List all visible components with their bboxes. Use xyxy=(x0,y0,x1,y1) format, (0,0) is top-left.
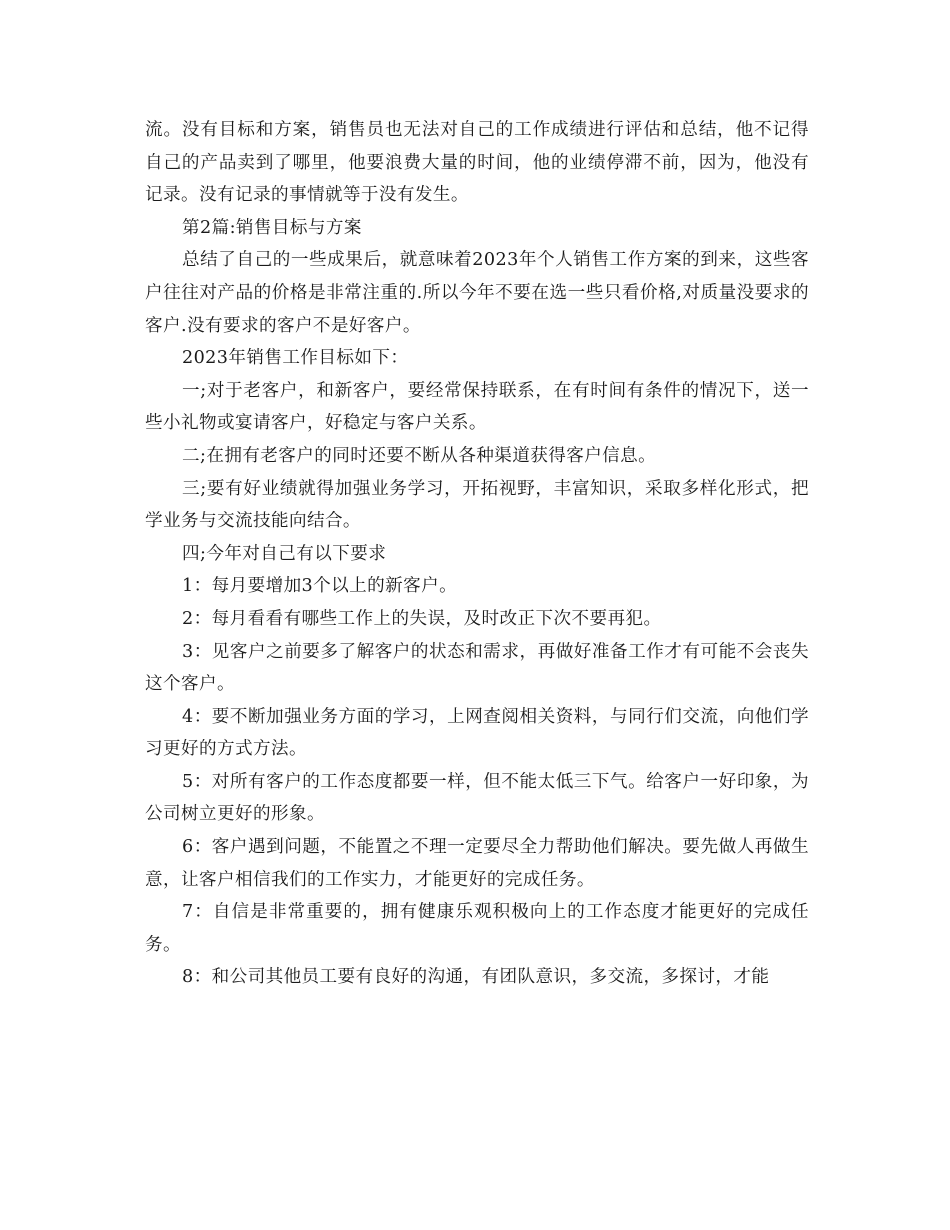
paragraph: 2023年销售工作目标如下： xyxy=(182,348,409,369)
list-item: 4：要不断加强业务方面的学习，上网查阅相关资料，与同行们交流，向他们学习更好的方式方法。 xyxy=(145,706,809,760)
section-heading: 第2篇:销售目标与方案 xyxy=(182,217,362,238)
paragraph-continuation: 流。没有目标和方案，销售员也无法对自己的工作成绩进行评估和总结，他不记得自己的产品卖到了哪里，他要浪费大量的时间，他的业绩停滞不前，因为，他没有记录。没有记录的事情就等于没有发生。 xyxy=(145,120,809,206)
list-item: 三;要有好业绩就得加强业务学习，开拓视野，丰富知识，采取多样化形式，把学业务与交流技能向结合。 xyxy=(145,478,809,532)
list-item: 四;今年对自己有以下要求 xyxy=(182,543,387,564)
list-item: 一;对于老客户，和新客户，要经常保持联系，在有时间有条件的情况下，送一些小礼物或宴请客户，好稳定与客户关系。 xyxy=(145,380,809,434)
list-item: 7：自信是非常重要的，拥有健康乐观积极向上的工作态度才能更好的完成任务。 xyxy=(145,902,809,955)
list-item: 6：客户遇到问题，不能置之不理一定要尽全力帮助他们解决。要先做人再做生意，让客户相信我们的工作实力，才能更好的完成任务。 xyxy=(145,837,809,890)
list-item: 3：见客户之前要多了解客户的状态和需求，再做好准备工作才有可能不会丧失这个客户。 xyxy=(145,641,809,695)
list-item: 5：对所有客户的工作态度都要一样，但不能太低三下气。给客户一好印象，为公司树立更好的形象。 xyxy=(145,771,809,825)
list-item: 1：每月要增加3个以上的新客户。 xyxy=(182,576,458,597)
document-body xyxy=(145,114,809,994)
paragraph: 总结了自己的一些成果后，就意味着2023年个人销售工作方案的到来，这些客户往往对产品的价格是非常注重的.所以今年不要在选一些只看价格,对质量没要求的客户.没有要求的客户不是好客户。 xyxy=(145,250,809,336)
list-item: 8：和公司其他员工要有良好的沟通，有团队意识，多交流，多探讨，才能 xyxy=(182,967,770,988)
list-item: 2：每月看看有哪些工作上的失误，及时改正下次不要再犯。 xyxy=(182,608,662,629)
list-item: 二;在拥有老客户的同时还要不断从各种渠道获得客户信息。 xyxy=(182,445,657,466)
